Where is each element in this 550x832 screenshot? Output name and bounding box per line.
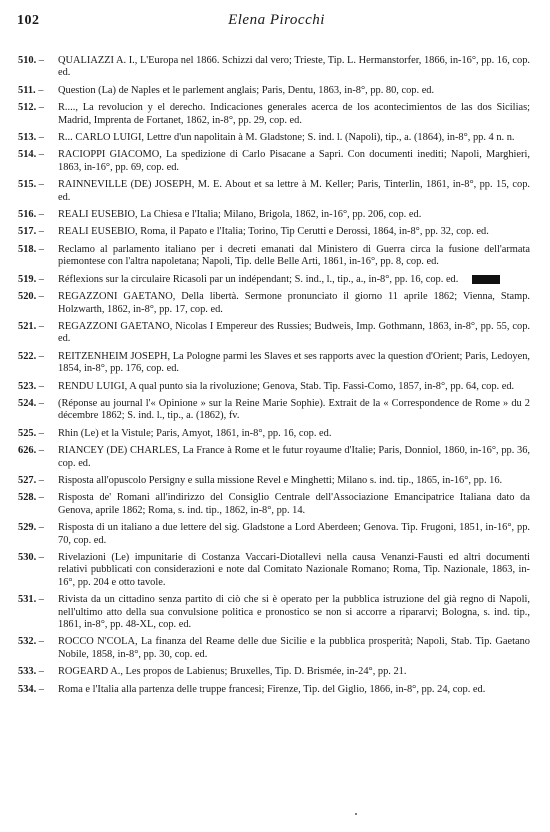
entry-number: 511. – <box>18 85 52 97</box>
entry-text: Rivista da un cittadino senza partito di ciò che si è operato per la pubblica istruzione del già regno di Napoli, nell'ultimo atto della sua convulsione politica e pronostico se non si accorre a ripararvi; Bologna, s. ind. tip., 1861, in-8°, pp. 48-XL, cop. ed. <box>58 594 530 631</box>
bibliography-entry <box>18 492 530 517</box>
entry-number: 530. – <box>18 552 52 564</box>
entry-text: R...., La revolucion y el derecho. Indicaciones generales acerca de los acontecimientos de las dos Sicilias; Madrid, Imprenta de Fortanet, 1862, in-8°, pp. 29, cop. ed. <box>58 102 530 126</box>
bibliography-entry <box>18 226 530 238</box>
entry-number: 626. – <box>18 445 52 457</box>
bibliography-entry <box>18 522 530 547</box>
bibliography-entry <box>18 475 530 487</box>
bibliography-entry <box>18 179 530 204</box>
bibliography-entry <box>18 274 530 286</box>
entry-text: REGAZZONI GAETANO, Della libertà. Sermone pronunciato il giorno 11 aprile 1862; Vienna, Stamp. Holzwarth, 1862, in-8°, pp. 17, cop. ed. <box>58 291 530 315</box>
entry-number: 522. – <box>18 351 52 363</box>
bibliography-entry <box>18 55 530 80</box>
bibliography-entry <box>18 149 530 174</box>
bibliography-entry <box>18 244 530 269</box>
bibliography-entry <box>18 666 530 678</box>
entry-number: 518. – <box>18 244 52 256</box>
entry-text: Risposta de' Romani all'indirizzo del Consiglio Centrale dell'Associazione Emancipatrice Italiana dato da Genova, aprile 1862; Roma, s. ind. tip., 1862, in-8°, pp. 14. <box>58 492 530 516</box>
entry-number: 529. – <box>18 522 52 534</box>
bibliography-entry <box>18 381 530 393</box>
entry-text: (Réponse au journal l'« Opinione » sur la Reine Marie Sophie). Extrait de la « Correspondence de Rome » du 2 décembre 1862; S. ind. l., tip., a. (1862), fv. <box>58 397 530 422</box>
entry-number: 521. – <box>18 321 52 333</box>
page-header <box>17 9 536 31</box>
entry-number: 528. – <box>18 492 52 504</box>
entry-number: 519. – <box>18 274 52 286</box>
bibliography-entry <box>18 132 530 144</box>
entry-text: ROCCO N'COLA, La finanza del Reame delle due Sicilie e la pubblica prosperità; Napoli, Stab. Tip. Gaetano Nobile, 1858, in-8°, pp. 30, cop. ed. <box>58 636 530 660</box>
entry-text: RIANCEY (DE) CHARLES, La France à Rome et le futur royaume d'Italie; Paris, Donniol, 1860, in-16°, pp. 36, cop. ed. <box>58 445 530 469</box>
entry-text: Roma e l'Italia alla partenza delle truppe francesi; Firenze, Tip. del Giglio, 1866, in-8°, pp. 24, cop. ed. <box>58 683 486 695</box>
entry-text: REALI EUSEBIO, La Chiesa e l'Italia; Milano, Brigola, 1862, in-16°, pp. 206, cop. ed. <box>58 209 422 221</box>
entry-number: 533. – <box>18 666 52 678</box>
entry-number: 525. – <box>18 428 52 440</box>
entry-number: 523. – <box>18 381 52 393</box>
entry-number: 516. – <box>18 209 52 221</box>
entry-number: 527. – <box>18 475 52 487</box>
bibliography-entry <box>18 102 530 127</box>
entry-number: 514. – <box>18 149 52 161</box>
entry-number: 510. – <box>18 55 52 67</box>
running-title: Elena Pirocchi <box>228 12 325 28</box>
page-speck <box>355 813 357 815</box>
entry-text: Reclamo al parlamento italiano per i decreti emanati dal Ministero di Guerra circa la fusione dell'armata piemontese con l'altra napoletana; Napoli, Tip. delle Belle Arti, 1861, in-16°, pp. 8, cop. ed. <box>58 243 530 268</box>
bibliography-entry <box>18 636 530 661</box>
entry-text: REGAZZONI GAETANO, Nicolas I Empereur des Russies; Budweis, Imp. Gothmann, 1863, in-8°, pp. 55, cop. ed. <box>58 320 530 345</box>
entry-number: 515. – <box>18 179 52 191</box>
bibliography-entry <box>18 291 530 316</box>
entry-text: RACIOPPI GIACOMO, La spedizione di Carlo Pisacane a Sapri. Con documenti inediti; Napoli, Marghieri, 1863, in-16°, pp. 69, cop. ed. <box>58 149 530 173</box>
bibliography-entry <box>18 209 530 221</box>
entry-number: 520. – <box>18 291 52 303</box>
bibliography-entry <box>18 552 530 589</box>
entry-text: Rivelazioni (Le) impunitarie di Costanza Vaccari-Diotallevi nella causa Venanzi-Fausti ed altri documenti relativi pubblicati con considerazioni e note dal Comitato Nazionale Romano; Roma, Tip. Nazionale, 1863, in-16°, pp. 204 e otto tavole. <box>58 552 530 588</box>
entry-text: QUALIAZZI A. I., L'Europa nel 1866. Schizzi dal vero; Trieste, Tip. L. Hermanstorfer, 1866, in-16°, pp. 16, cop. ed. <box>58 55 530 79</box>
redaction-block <box>472 275 500 284</box>
bibliography-entry <box>18 398 530 423</box>
entry-number: 524. – <box>18 398 52 410</box>
bibliography-entry <box>18 321 530 346</box>
entry-text: ROGEARD A., Les propos de Labienus; Bruxelles, Tip. D. Brismée, in-24°, pp. 21. <box>58 666 407 678</box>
entry-text: Rhin (Le) et la Vistule; Paris, Amyot, 1861, in-8°, pp. 16, cop. ed. <box>58 427 332 439</box>
entry-number: 512. – <box>18 102 52 114</box>
bibliography-entry <box>18 445 530 470</box>
entry-number: 531. – <box>18 594 52 606</box>
entry-text: RAINNEVILLE (DE) JOSEPH, M. E. About et sa lettre à M. Keller; Paris, Tinterlin, 1861, in-8°, pp. 15, cop. ed. <box>58 179 530 203</box>
bibliography-list <box>18 55 530 701</box>
bibliography-entry <box>18 428 530 440</box>
entry-text: R... CARLO LUIGI, Lettre d'un napolitain à M. Gladstone; S. ind. l. (Napoli), tip., a. (1864), in-8°, pp. 4 n. n. <box>58 132 515 144</box>
entry-number: 517. – <box>18 226 52 238</box>
entry-text: Question (La) de Naples et le parlement anglais; Paris, Dentu, 1863, in-8°, pp. 80, cop. ed. <box>58 84 435 96</box>
entry-text: REALI EUSEBIO, Roma, il Papato e l'Italia; Torino, Tip Cerutti e Derossi, 1864, in-8°, pp. 32, cop. ed. <box>58 226 489 238</box>
entry-text: Réflexions sur la circulaire Ricasoli par un indépendant; S. ind., l., tip., a., in-8°, pp. 16, cop. ed. <box>58 274 530 286</box>
bibliography-entry <box>18 351 530 376</box>
entry-text: RENDU LUIGI, A qual punto sia la rivoluzione; Genova, Stab. Tip. Fassi-Como, 1857, in-8°, pp. 64, cop. ed. <box>58 380 515 392</box>
entry-text: REITZENHEIM JOSEPH, La Pologne parmi les Slaves et ses rapports avec la question d'Orient; Paris, Ledoyen, 1854, in-8°, pp. 176, cop. ed. <box>58 350 530 375</box>
entry-text: Risposta di un italiano a due lettere del sig. Gladstone a Lord Aberdeen; Genova. Tip. Frugoni, 1851, in-16°, pp. 70, cop. ed. <box>58 522 530 546</box>
entry-number: 513. – <box>18 132 52 144</box>
entry-number: 532. – <box>18 636 52 648</box>
entry-number: 534. – <box>18 684 52 696</box>
bibliography-entry <box>18 85 530 97</box>
bibliography-entry <box>18 684 530 696</box>
bibliography-entry <box>18 594 530 631</box>
page-number: 102 <box>17 13 40 28</box>
entry-text: Risposta all'opuscolo Persigny e sulla missione Revel e Minghetti; Milano s. ind. tip., 1865, in-16°, pp. 16. <box>58 474 503 486</box>
